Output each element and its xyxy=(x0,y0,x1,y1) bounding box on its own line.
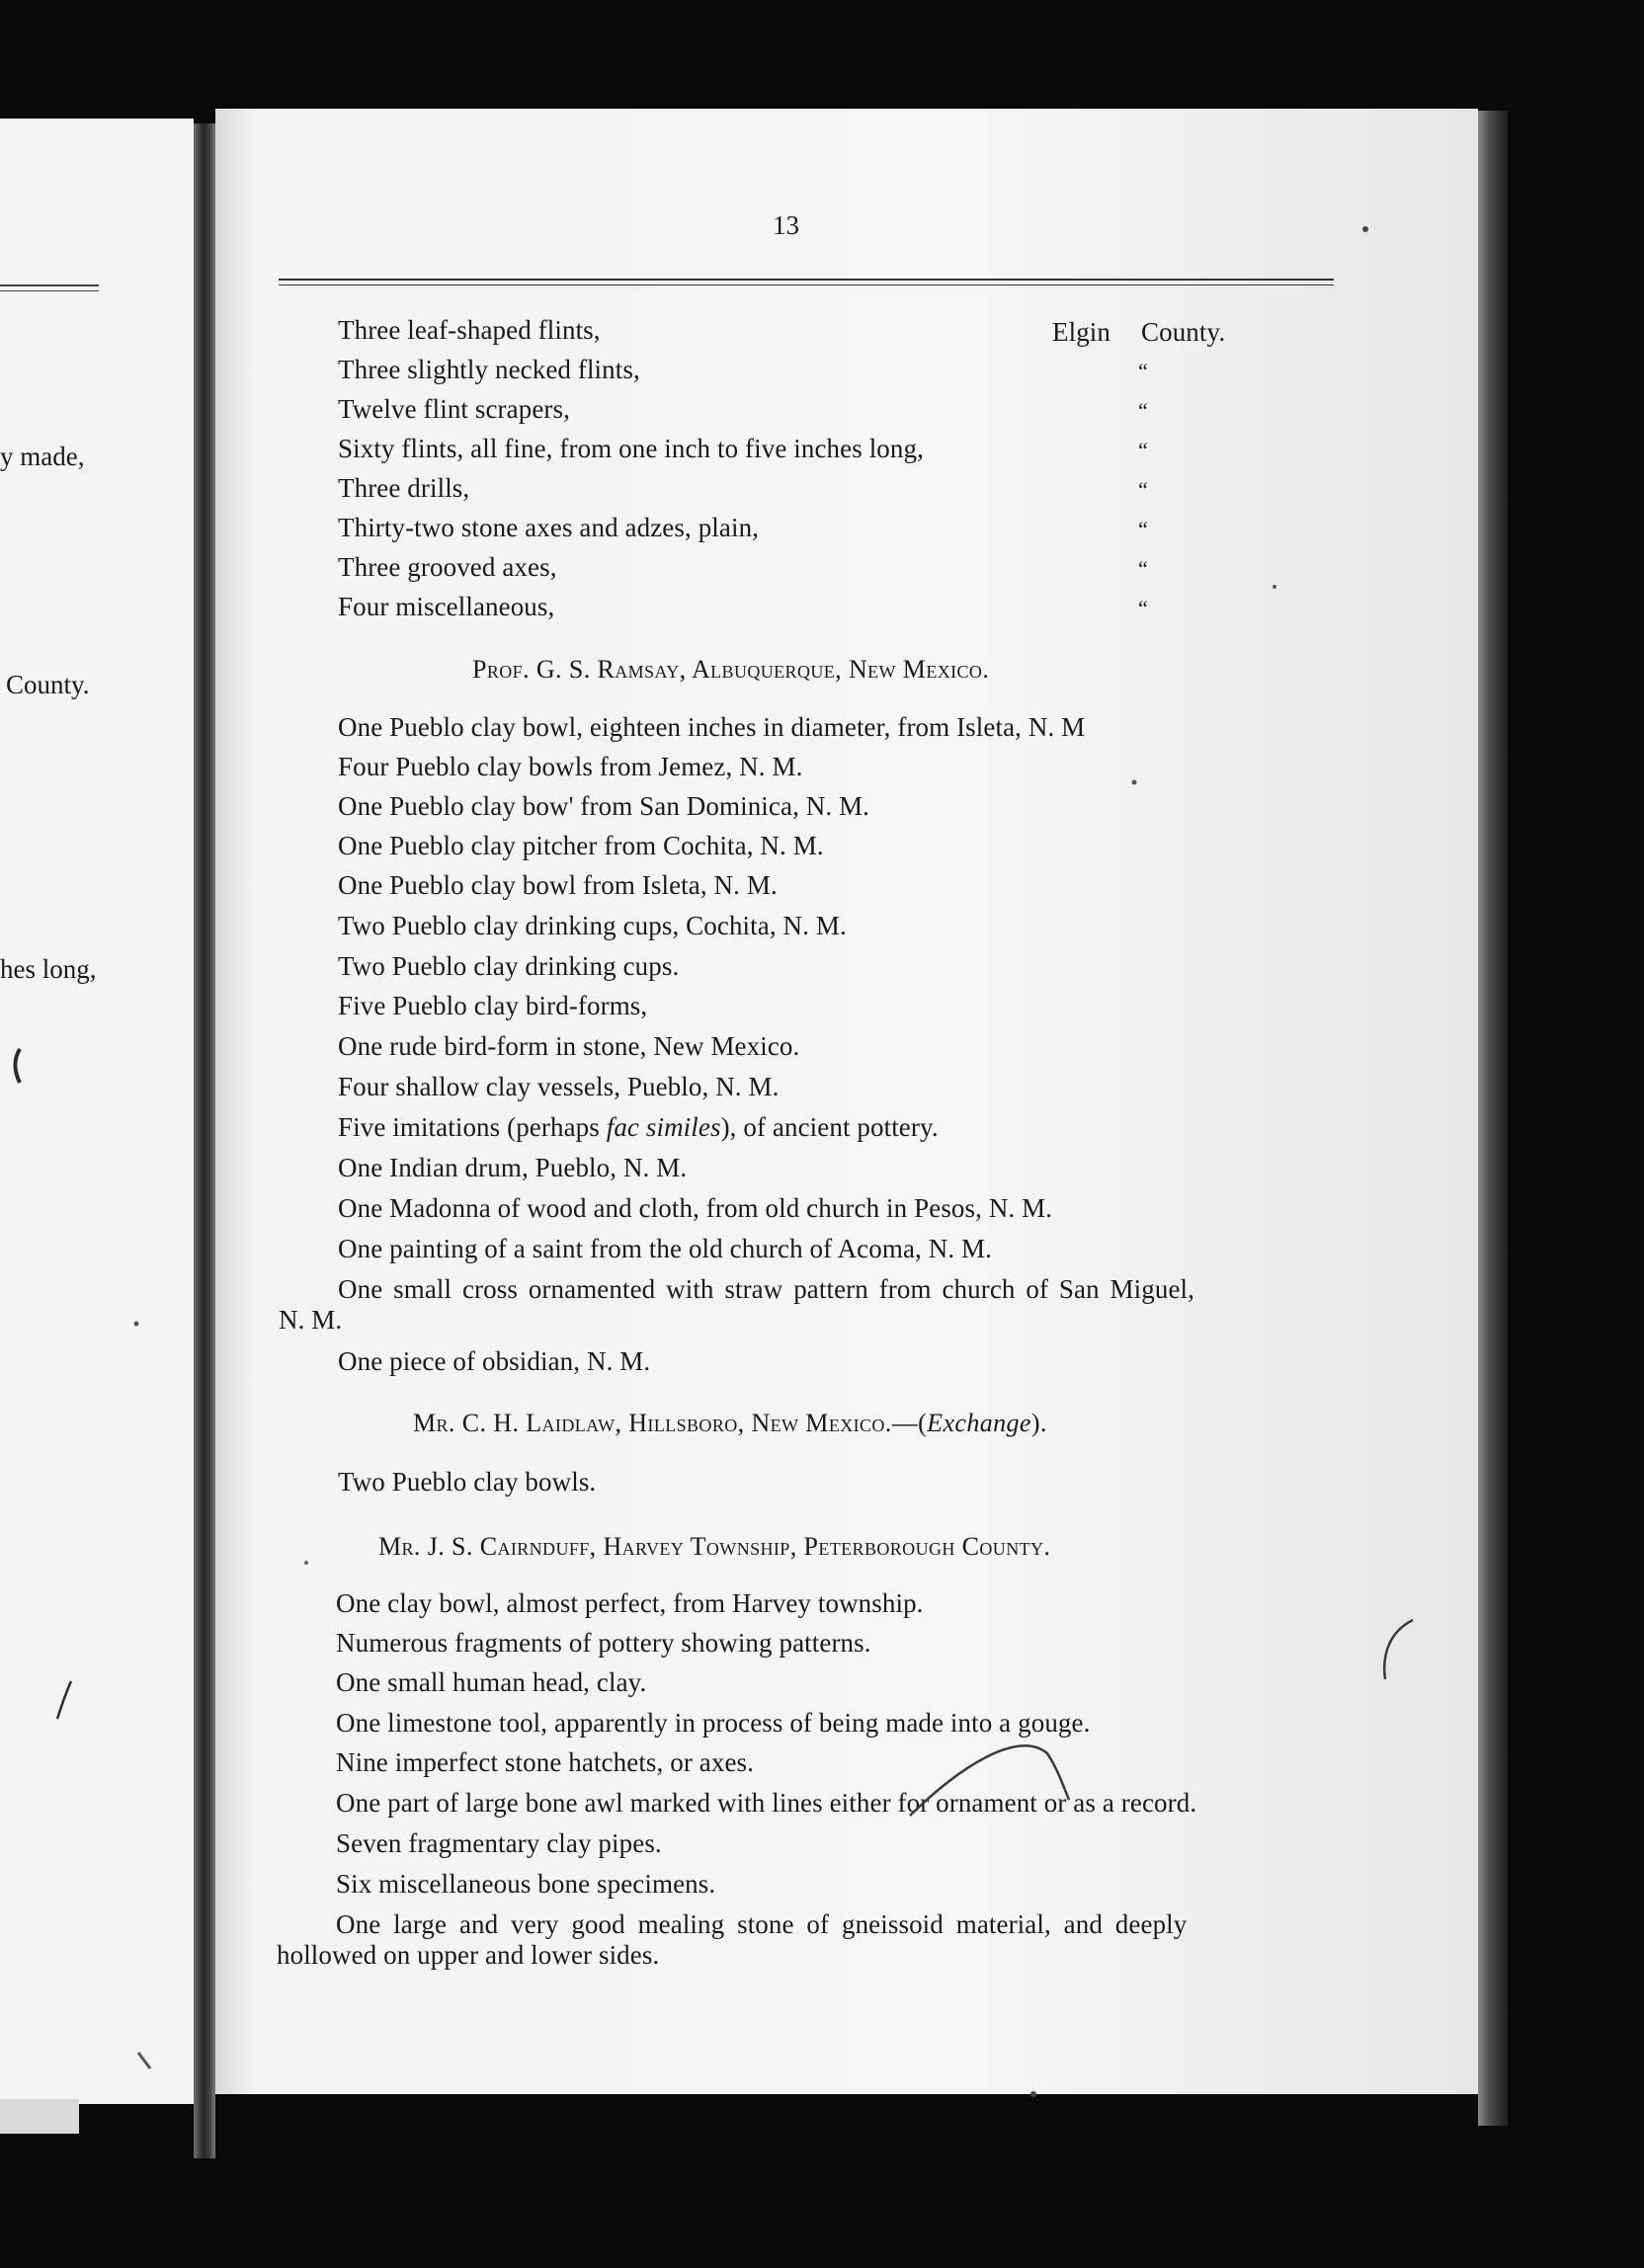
list-item: One Indian drum, Pueblo, N. M. xyxy=(338,1153,688,1182)
list-item: Twelve flint scrapers, xyxy=(338,394,570,424)
list-item: One small cross ornamented with straw pattern from church of San Miguel, xyxy=(338,1274,1194,1304)
ditto-mark: “ xyxy=(1138,438,1148,462)
speck xyxy=(1273,585,1276,589)
list-item: Sixty flints, all fine, from one inch to five inches long, xyxy=(338,434,924,463)
pencil-mark xyxy=(138,2053,150,2068)
list-item: Four shallow clay vessels, Pueblo, N. M. xyxy=(338,1072,780,1101)
imitations-text: Five imitations (perhaps xyxy=(338,1112,607,1142)
list-item: One part of large bone awl marked with lines either for ornament or as a record. xyxy=(336,1788,1197,1818)
list-item: One large and very good mealing stone of gneissoid material, and deeply xyxy=(336,1909,1188,1939)
list-item: Four Pueblo clay bowls from Jemez, N. M. xyxy=(338,752,803,781)
list-item: Two Pueblo clay drinking cups, Cochita, N. M. xyxy=(338,911,847,940)
list-item: Three leaf-shaped flints, xyxy=(338,315,601,345)
list-item: One painting of a saint from the old church of Acoma, N. M. xyxy=(338,1234,992,1263)
speck xyxy=(1362,226,1368,232)
list-item: Three drills, xyxy=(338,473,470,503)
list-item: One Pueblo clay pitcher from Cochita, N. M. xyxy=(338,831,824,860)
list-item: One small human head, clay. xyxy=(336,1667,647,1697)
list-item: Seven fragmentary clay pipes. xyxy=(336,1828,662,1858)
left-text-fragment: County. xyxy=(6,670,90,699)
list-item: One rude bird-form in stone, New Mexico. xyxy=(338,1031,800,1061)
ditto-mark: “ xyxy=(1138,359,1148,383)
imitations-italic: fac similes xyxy=(606,1112,721,1142)
ditto-mark: “ xyxy=(1138,596,1148,620)
list-item: Three slightly necked flints, xyxy=(338,355,640,384)
list-item: One Pueblo clay bow' from San Dominica, N. M. xyxy=(338,791,870,821)
list-item: Three grooved axes, xyxy=(338,552,557,582)
heading-italic: Exchange xyxy=(927,1409,1031,1437)
county-place: Elgin xyxy=(1052,317,1110,347)
list-item: Numerous fragments of pottery showing patterns. xyxy=(336,1628,871,1658)
list-item-continuation: N. M. xyxy=(279,1305,343,1335)
list-item: One Pueblo clay bowl from Isleta, N. M. xyxy=(338,870,778,900)
pencil-mark xyxy=(1384,1620,1413,1679)
heading-text: Prof. G. S. Ramsay, Albuquerque, New Mexico. xyxy=(472,655,990,684)
list-item: One Pueblo clay bowl, eighteen inches in diameter, from Isleta, N. M xyxy=(338,712,1086,742)
list-item: One Madonna of wood and cloth, from old church in Pesos, N. M. xyxy=(338,1193,1053,1223)
heading-text: Mr. C. H. Laidlaw, Hillsboro, New Mexico.—( xyxy=(413,1409,928,1437)
speck xyxy=(304,1561,308,1565)
list-item: Four miscellaneous, xyxy=(338,592,555,621)
list-item: Nine imperfect stone hatchets, or axes. xyxy=(336,1747,754,1777)
list-item: Five Pueblo clay bird-forms, xyxy=(338,991,648,1020)
ditto-mark: “ xyxy=(1138,556,1148,581)
pencil-mark xyxy=(16,1049,21,1083)
list-item: One limestone tool, apparently in process of being made into a gouge. xyxy=(336,1708,1091,1738)
list-item: One piece of obsidian, N. M. xyxy=(338,1346,651,1376)
ditto-mark: “ xyxy=(1138,398,1148,423)
list-item-continuation: hollowed on upper and lower sides. xyxy=(277,1940,660,1970)
ditto-mark: “ xyxy=(1138,517,1148,541)
speck xyxy=(1030,2091,1036,2097)
list-item: One clay bowl, almost perfect, from Harvey township. xyxy=(336,1588,924,1618)
heading-text: Mr. J. S. Cairnduff, Harvey Township, Peterborough County. xyxy=(378,1532,1051,1561)
list-item: Two Pueblo clay bowls. xyxy=(338,1467,597,1497)
list-item: Two Pueblo clay drinking cups. xyxy=(338,951,680,981)
pencil-mark xyxy=(57,1681,71,1719)
page-number: 13 xyxy=(773,210,799,240)
list-item: Six miscellaneous bone specimens. xyxy=(336,1869,716,1899)
left-text-fragment: hes long, xyxy=(0,954,97,984)
left-text-fragment: y made, xyxy=(0,442,85,471)
pencil-mark xyxy=(910,1745,1069,1816)
ditto-mark: “ xyxy=(1138,477,1148,502)
list-item: Thirty-two stone axes and adzes, plain, xyxy=(338,513,760,542)
imitations-text-end: ), of ancient pottery. xyxy=(720,1112,939,1142)
speck xyxy=(134,1322,139,1327)
heading-text-end: ). xyxy=(1030,1409,1047,1437)
county-label: County. xyxy=(1141,317,1226,347)
speck xyxy=(1132,780,1137,785)
